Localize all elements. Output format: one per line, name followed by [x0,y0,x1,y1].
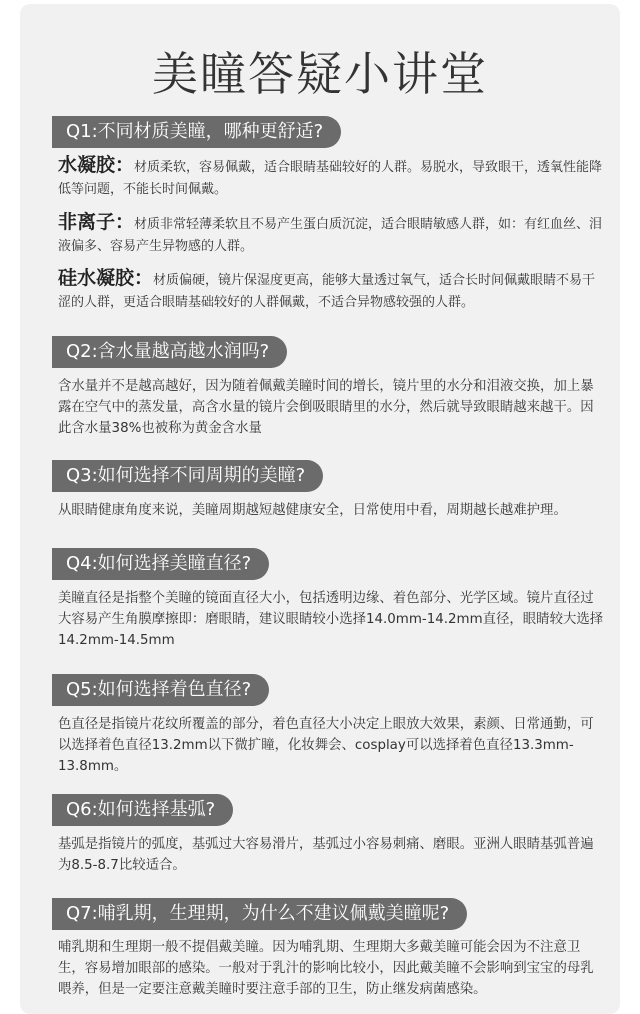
term-nonionic [58,212,606,257]
answer-7: 哺乳期和生理期一般不提倡戴美瞳。因为哺乳期、生理期大多戴美瞳可能会因为不注意卫生，容易增加眼部的感染。一般对于乳汁的影响比较小，因此戴美瞳不会影响到宝宝的母乳喂养，但是一定要注意戴美瞳时要注意手部的卫生，防止继发病菌感染。 [58,940,594,997]
page-title: 美瞳答疑小讲堂 [152,47,488,101]
answer-6: 基弧是指镜片的弧度，基弧过大容易滑片，基弧过小容易刺痛、磨眼。亚洲人眼睛基弧普遍为8.5-8.7比较适合。 [58,837,594,873]
term-desc: 材质偏硬，镜片保湿度更高，能够大量透过氧气，适合长时间佩戴眼睛不易干涩的人群，更适合眼睛基础较好的人群佩戴，不适合异物感较强的人群。 [58,273,596,310]
term-name: 水凝胶： [58,154,135,176]
question-2: Q2:含水量越高越水润吗? [52,336,287,368]
answer-4: 美瞳直径是指整个美瞳的镜面直径大小，包括透明边缘、着色部分、光学区域。镜片直径过大容易产生角膜摩擦即：磨眼睛，建议眼睛较小选择14.0mm-14.2mm直径，眼睛较大选择14.2mm-14.5mm [58,591,604,648]
term-hydrogel [58,155,606,200]
answer-5: 色直径是指镜片花纹所覆盖的部分，着色直径大小决定上眼放大效果，素颜、日常通勤，可以选择着色直径13.2mm以下微扩瞳，化妆舞会、cosplay可以选择着色直径13.3mm-13.8mm。 [58,717,594,774]
term-name: 非离子： [58,211,135,233]
question-3: Q3:如何选择不同周期的美瞳? [52,460,323,492]
question-5: Q5:如何选择着色直径? [52,674,269,706]
question-1: Q1:不同材质美瞳，哪种更舒适? [52,116,341,148]
term-silicone-hydrogel [58,268,606,313]
term-name: 硅水凝胶： [58,267,154,289]
term-desc: 材质柔软，容易佩戴，适合眼睛基础较好的人群。易脱水，导致眼干，透氧性能降低等问题，不能长时间佩戴。 [58,160,603,197]
answer-3: 从眼睛健康角度来说，美瞳周期越短越健康安全，日常使用中看，周期越长越难护理。 [58,503,567,518]
term-desc: 材质非常轻薄柔软且不易产生蛋白质沉淀，适合眼睛敏感人群，如：有红血丝、泪液偏多、容易产生异物感的人群。 [58,217,603,254]
answer-2: 含水量并不是越高越好，因为随着佩戴美瞳时间的增长，镜片里的水分和泪液交换，加上暴露在空气中的蒸发量，高含水量的镜片会倒吸眼睛里的水分，然后就导致眼睛越来越干。因此含水量38%也被称为黄金含水量 [58,379,594,436]
question-4: Q4:如何选择美瞳直径? [52,548,269,580]
question-7: Q7:哺乳期，生理期，为什么不建议佩戴美瞳呢? [52,898,467,930]
question-6: Q6:如何选择基弧? [52,794,233,826]
